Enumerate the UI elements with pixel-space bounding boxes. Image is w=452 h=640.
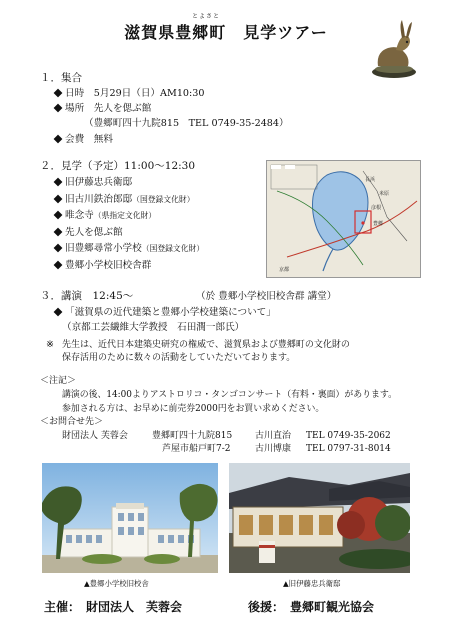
map-label: 長浜 [365,177,376,183]
location-map [266,160,421,278]
diamond-bullet-icon [54,211,63,220]
list-item: 先人を偲ぶ館 [54,227,204,244]
diamond-bullet-icon [54,260,63,269]
meeting-place: 場所 先人を偲ぶ館 [54,103,151,115]
tour-heading: ２．見学（予定）11:00～12:30 [40,160,196,172]
ito-residence-photo [229,463,410,573]
photo-caption-school: ▲豊郷小学校旧校舎 [84,579,149,588]
list-item: 旧古川鉄治郎邸（国登録文化財） [54,194,204,211]
diamond-bullet-icon [54,227,63,236]
remarks-heading: ＜注記＞ [40,376,77,386]
list-item: 旧伊藤忠兵衛邸 [54,177,204,194]
page-title: 滋賀県豊郷町 見学ツアー [124,23,328,42]
photo-caption-residence: ▲旧伊藤忠兵衛邸 [283,579,341,588]
meeting-address: （豊郷町四十九院815 TEL 0749-35-2484） [84,118,289,129]
remarks-line2: 参加される方は、お早めに前売券2000円をお買い求めください。 [62,404,325,414]
diamond-bullet-icon [54,104,63,113]
diamond-bullet-icon [54,135,63,144]
meeting-date: 日時 5月29日（日）AM10:30 [54,88,204,100]
list-item: 旧豊郷尋常小学校（国登録文化財） [54,243,204,260]
diamond-bullet-icon [54,244,63,253]
lecture-topic: 「滋賀県の近代建築と豊郷小学校建築について」 [54,307,276,319]
list-item: 唯念寺（県指定文化財） [54,210,204,227]
contact-tel-1: TEL 0749-35-2062 [306,431,391,441]
lecture-heading: ３．講演 12:45～ [40,290,134,302]
map-graphic [267,161,421,278]
lecture-venue: （於 豊郷小学校旧校舎群 講堂） [196,291,337,302]
diamond-bullet-icon [54,178,63,187]
lecture-speaker: （京都工芸繊維大学教授 石田潤一郎氏） [62,322,245,333]
contact-tel-2: TEL 0797-31-8014 [306,444,391,454]
diamond-bullet-icon [54,308,63,317]
lecture-note-line2: 保存活用のために数々の活動をしていただいております。 [62,353,296,363]
map-label: 米原 [379,191,390,197]
contact-org: 財団法人 芙蓉会 [62,431,128,441]
map-label: 京都 [279,267,290,273]
tour-list [54,177,204,276]
contact-heading: ＜お問合せ先＞ [40,417,104,427]
contact-address-2: 芦屋市船戸町7-2 [162,444,231,454]
rabbit-statue-image [366,16,422,80]
map-label: 彦根 [371,205,382,211]
map-label: 豊郷 [373,221,384,227]
contact-person-2: 古川博康 [255,444,292,454]
diamond-bullet-icon [54,89,63,98]
footer-host: 主催： 財団法人 芙蓉会 [44,600,183,614]
list-item: 豊郷小学校旧校舎群 [54,260,204,277]
diamond-bullet-icon [54,194,63,203]
lecture-note-line1: 先生は、近代日本建築史研究の権威で、滋賀県および豊郷町の文化財の [62,340,350,350]
footer-support: 後援： 豊郷町観光協会 [248,600,375,614]
contact-person-1: 古川直治 [255,431,292,441]
meeting-heading: １．集合 [40,72,82,84]
contact-address-1: 豊郷町四十九院815 [152,431,233,441]
title-ruby: とよさと [192,13,221,20]
lecture-note-mark: ※ [46,339,55,350]
remarks-line1: 講演の後、14:00よりアストロリコ・タンゴコンサート（有料・裏面）があります。 [62,390,397,400]
meeting-fee: 会費 無料 [54,134,113,146]
school-building-photo [42,463,218,573]
